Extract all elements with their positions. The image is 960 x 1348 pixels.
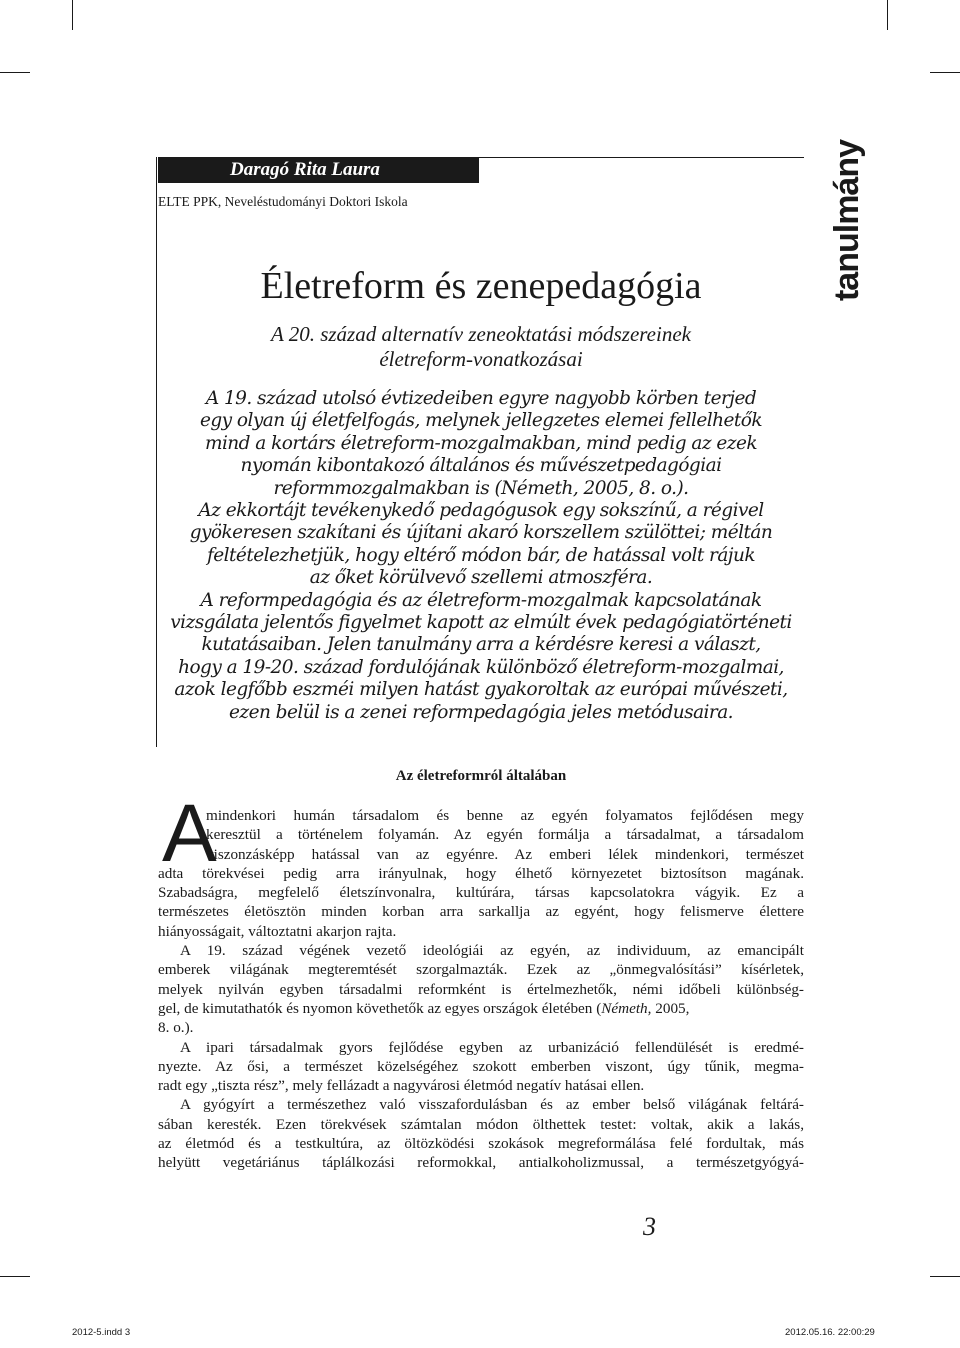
article-title: Életreform és zenepedagógia [260, 265, 702, 307]
body-line: Szabadságra, megfelelő életszínvonalra, kultúrára, társas kapcsolatokra vágyik. Ez a [158, 884, 804, 902]
author-name: Daragó Rita Laura [158, 157, 479, 183]
crop-mark [930, 72, 960, 73]
abstract-line: kutatásaiban. Jelen tanulmány arra a kérdésre keresi a választ, [201, 634, 761, 656]
body-line: A ipari társadalmak gyors fejlődése egyben az urbanizáció fellendülését is eredmé- [180, 1038, 804, 1056]
footer-timestamp: 2012.05.16. 22:00:29 [785, 1327, 875, 1338]
body-line: természetes életösztön minden korban arra sarkallja az egyént, hogy felismerve élettere [158, 903, 804, 921]
body-line [158, 999, 804, 1018]
body-line: keresztül a történelem folyamán. Az egyén formálja a társadalmat, a társadalom [206, 826, 804, 844]
body-line: mindenkori humán társadalom és benne az egyén folyamatos fejlődésen megy [206, 807, 804, 824]
abstract-line: reformmozgalmakban is (Németh, 2005, 8. o.). [273, 477, 689, 499]
abstract-line: az őket körülvevő szellemi atmoszféra. [309, 567, 653, 589]
section-label-text: tanulmány [828, 139, 867, 301]
crop-mark [0, 72, 30, 73]
drop-cap: A [162, 788, 217, 879]
body-line: hiányosságait, változtatni akarjon rajta. [158, 922, 397, 940]
body-line: radt egy „tiszta rész”, mely fellázadt a nagyvárosi életmód negatív hatásai ellen. [158, 1077, 645, 1095]
body-line: emberek világának megteremtését szorgalmazták. Ezek az „önmegvalósítási” kísérletek, [158, 961, 804, 979]
abstract-line: feltételezhetjük, hogy eltérő módon bár, de hatással volt rájuk [206, 544, 756, 566]
abstract-line: A reformpedagógia és az életreform-mozgalmak kapcsolatának [200, 589, 762, 611]
header-rule [479, 157, 804, 158]
crop-mark [72, 0, 73, 30]
abstract [158, 388, 804, 724]
abstract-line: azok legfőbb eszméi milyen hatást gyakoroltak az európai művészeti, [174, 679, 788, 701]
body-line: nyezte. Az ősi, a természet közelségéhez szokott emberben viszont, úgy tűnik, megma- [158, 1057, 804, 1075]
body-line: A gyógyírt a természethez való visszafordulásban és az ember belső világának feltárá- [180, 1096, 804, 1114]
body-line: A 19. század végének vezető ideológiái az egyén, az individuum, az emancipált [180, 942, 804, 960]
crop-mark [0, 1276, 30, 1277]
section-label [824, 139, 872, 301]
page-number: 3 [643, 1212, 656, 1241]
abstract-line: nyomán kibontakozó általános és művészetpedagógiai [240, 455, 722, 477]
body-line: 8. o.). [158, 1019, 194, 1037]
abstract-line: vizsgálata jelentős figyelmet kapott az elmúlt évek pedagógiatörténeti [170, 612, 792, 634]
subtitle-line: életreform-vonatkozásai [379, 347, 583, 371]
abstract-line: mind a kortárs életreform-mozgalmakban, mind pedig az ezek [204, 432, 758, 454]
abstract-line: ezen belül is a zenei reformpedagógia jeles metódusaira. [228, 701, 734, 723]
body-line: adta törekvései pedig arra irányulnak, hogy élhető környezetet biztosítson magának. [158, 864, 804, 882]
article-subtitle [158, 322, 804, 372]
body-line: sában keresték. Ezen törekvések számtalan módon ölthettek testet: voltak, akik a lakás, [158, 1115, 804, 1133]
citation-year: , 2005, [647, 999, 690, 1017]
drop-cap-paragraph [158, 806, 804, 864]
abstract-line: A 19. század utolsó évtizedeiben egyre nagyobb körben terjed [205, 388, 757, 409]
citation-author: Németh [601, 999, 648, 1017]
abstract-line: Az ekkortájt tevékenykedő pedagógusok egy sokszínű, a régivel [198, 500, 764, 522]
subtitle-line: A 20. század alternatív zeneoktatási módszereinek [271, 322, 691, 346]
body-line: helyütt vegetáriánus táplálkozási reformokkal, antialkoholizmussal, a természetgyógyá- [158, 1154, 804, 1172]
crop-mark [887, 0, 888, 30]
abstract-line: gyökeresen szakítani és újítani akaró korszellem szülöttei; méltán [189, 522, 773, 544]
body-line: melyek nyilván egyben társadalmi reformként is értelmezhetők, némi időbeli különbség- [158, 980, 804, 998]
body-line-text: gel, de kimutathatók és nyomon követhetők az egyes országok életében ( [158, 999, 602, 1017]
body-line: az életmód és a testkultúra, az öltözködési szokások megreformálása felé fordultak, más [158, 1135, 804, 1153]
vertical-rule [156, 157, 157, 747]
author-affiliation: ELTE PPK, Neveléstudományi Doktori Iskola [158, 194, 408, 209]
footer-file: 2012-5.indd 3 [72, 1327, 131, 1338]
abstract-line: hogy a 19-20. század fordulójának különböző életreform-mozgalmai, [178, 656, 784, 678]
abstract-line: egy olyan új életfelfogás, melynek jellegzetes elemei fellelhetők [199, 410, 763, 432]
body-text [158, 806, 804, 1173]
body-line: viszonzásképp hatással van az egyénre. Az emberi lélek mindenkori, természet [206, 845, 804, 863]
crop-mark [930, 1276, 960, 1277]
section-heading: Az életreformról általában [395, 768, 567, 784]
